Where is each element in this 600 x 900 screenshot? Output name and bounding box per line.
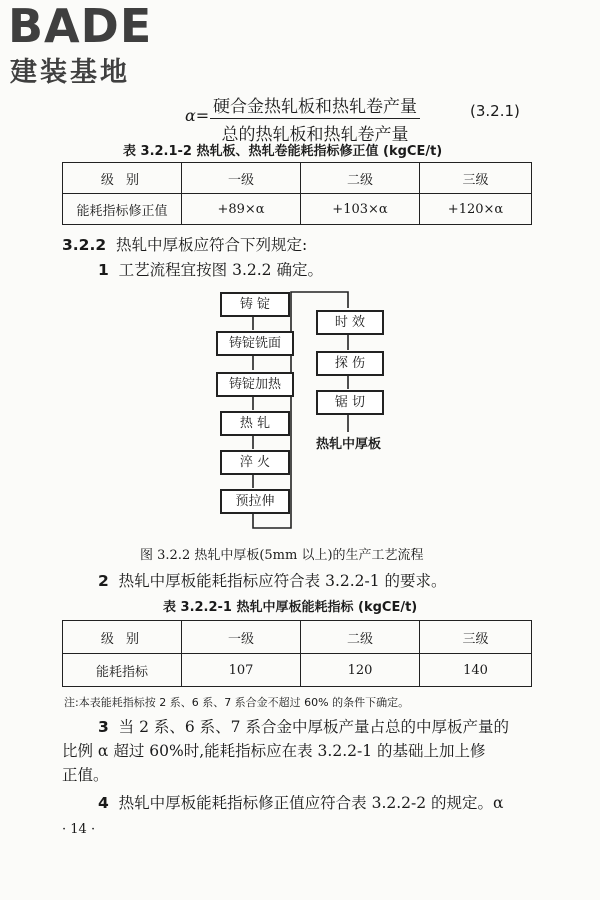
table-cell: +89×α: [182, 194, 301, 225]
item-text: 热轧中厚板能耗指标修正值应符合表 3.2.2-2 的规定。α: [118, 794, 504, 812]
table-cell: 120: [301, 654, 420, 687]
item-text: 当 2 系、6 系、7 系合金中厚板产量占总的中厚板产量的: [118, 718, 509, 736]
equation-number: (3.2.1): [470, 102, 520, 120]
table-cell: +120×α: [420, 194, 532, 225]
formula-numerator: 硬合金热轧板和热轧卷产量: [210, 92, 420, 119]
table-cell: 107: [182, 654, 301, 687]
item-text: 热轧中厚板能耗指标应符合表 3.2.2-1 的要求。: [118, 572, 447, 590]
flow-box-flaw-detection: 探 伤: [316, 351, 384, 376]
flow-box-ingot-heating: 铸锭加热: [216, 372, 294, 397]
table-cell: 三级: [420, 163, 532, 194]
formula-lhs: α=: [185, 106, 210, 125]
item-3-line3: 正值。: [62, 766, 109, 784]
item-number: 1: [98, 261, 109, 279]
item-number: 4: [98, 794, 109, 812]
table-cell: 二级: [301, 621, 420, 654]
table-cell: 140: [420, 654, 532, 687]
table-cell: 能耗指标修正值: [63, 194, 182, 225]
table-row: [63, 621, 532, 654]
item-2: [98, 570, 447, 592]
table-cell: 二级: [301, 163, 420, 194]
table-cell: 三级: [420, 621, 532, 654]
item-number: 3: [98, 718, 109, 736]
table2: [62, 620, 532, 687]
table-row: [63, 654, 532, 687]
flow-product-label: 热轧中厚板: [316, 437, 382, 452]
table-cell: 级 别: [63, 163, 182, 194]
brand-logo: BADE: [8, 0, 153, 53]
section-number: 3.2.2: [62, 236, 107, 254]
flow-box-sawing: 锯 切: [316, 390, 384, 415]
item-text: 工艺流程宜按图 3.2.2 确定。: [118, 261, 323, 279]
flow-box-ingot-milling: 铸锭铣面: [216, 331, 294, 356]
table-note: 注:本表能耗指标按 2 系、6 系、7 系合金不超过 60% 的条件下确定。: [64, 696, 410, 709]
table-cell: +103×α: [301, 194, 420, 225]
item-3-line1: [98, 716, 509, 738]
table-cell: 一级: [182, 621, 301, 654]
item-4: [98, 792, 504, 814]
section-text: 热轧中厚板应符合下列规定:: [116, 236, 308, 254]
flow-box-aging: 时 效: [316, 310, 384, 335]
item-3-line2: 比例 α 超过 60%时,能耗指标应在表 3.2.2-1 的基础上加上修: [62, 742, 486, 760]
flow-box-hot-rolling: 热 轧: [220, 411, 290, 436]
table1-caption: 表 3.2.1-2 热轧板、热轧卷能耗指标修正值 (kgCE/t): [123, 144, 443, 159]
item-number: 2: [98, 572, 109, 590]
flow-box-quenching: 淬 火: [220, 450, 290, 475]
flow-box-ingot: 铸 锭: [220, 292, 290, 317]
page-number: · 14 ·: [62, 822, 96, 837]
flow-box-pre-stretching: 预拉伸: [220, 489, 290, 514]
table2-caption: 表 3.2.2-1 热轧中厚板能耗指标 (kgCE/t): [163, 600, 418, 615]
brand-subtitle: 建装基地: [10, 57, 130, 88]
table-cell: 级 别: [63, 621, 182, 654]
figure-caption: 图 3.2.2 热轧中厚板(5mm 以上)的生产工艺流程: [140, 548, 424, 563]
formula-denominator: 总的热轧板和热轧卷产量: [221, 125, 409, 145]
table-cell: 能耗指标: [63, 654, 182, 687]
table-cell: 一级: [182, 163, 301, 194]
